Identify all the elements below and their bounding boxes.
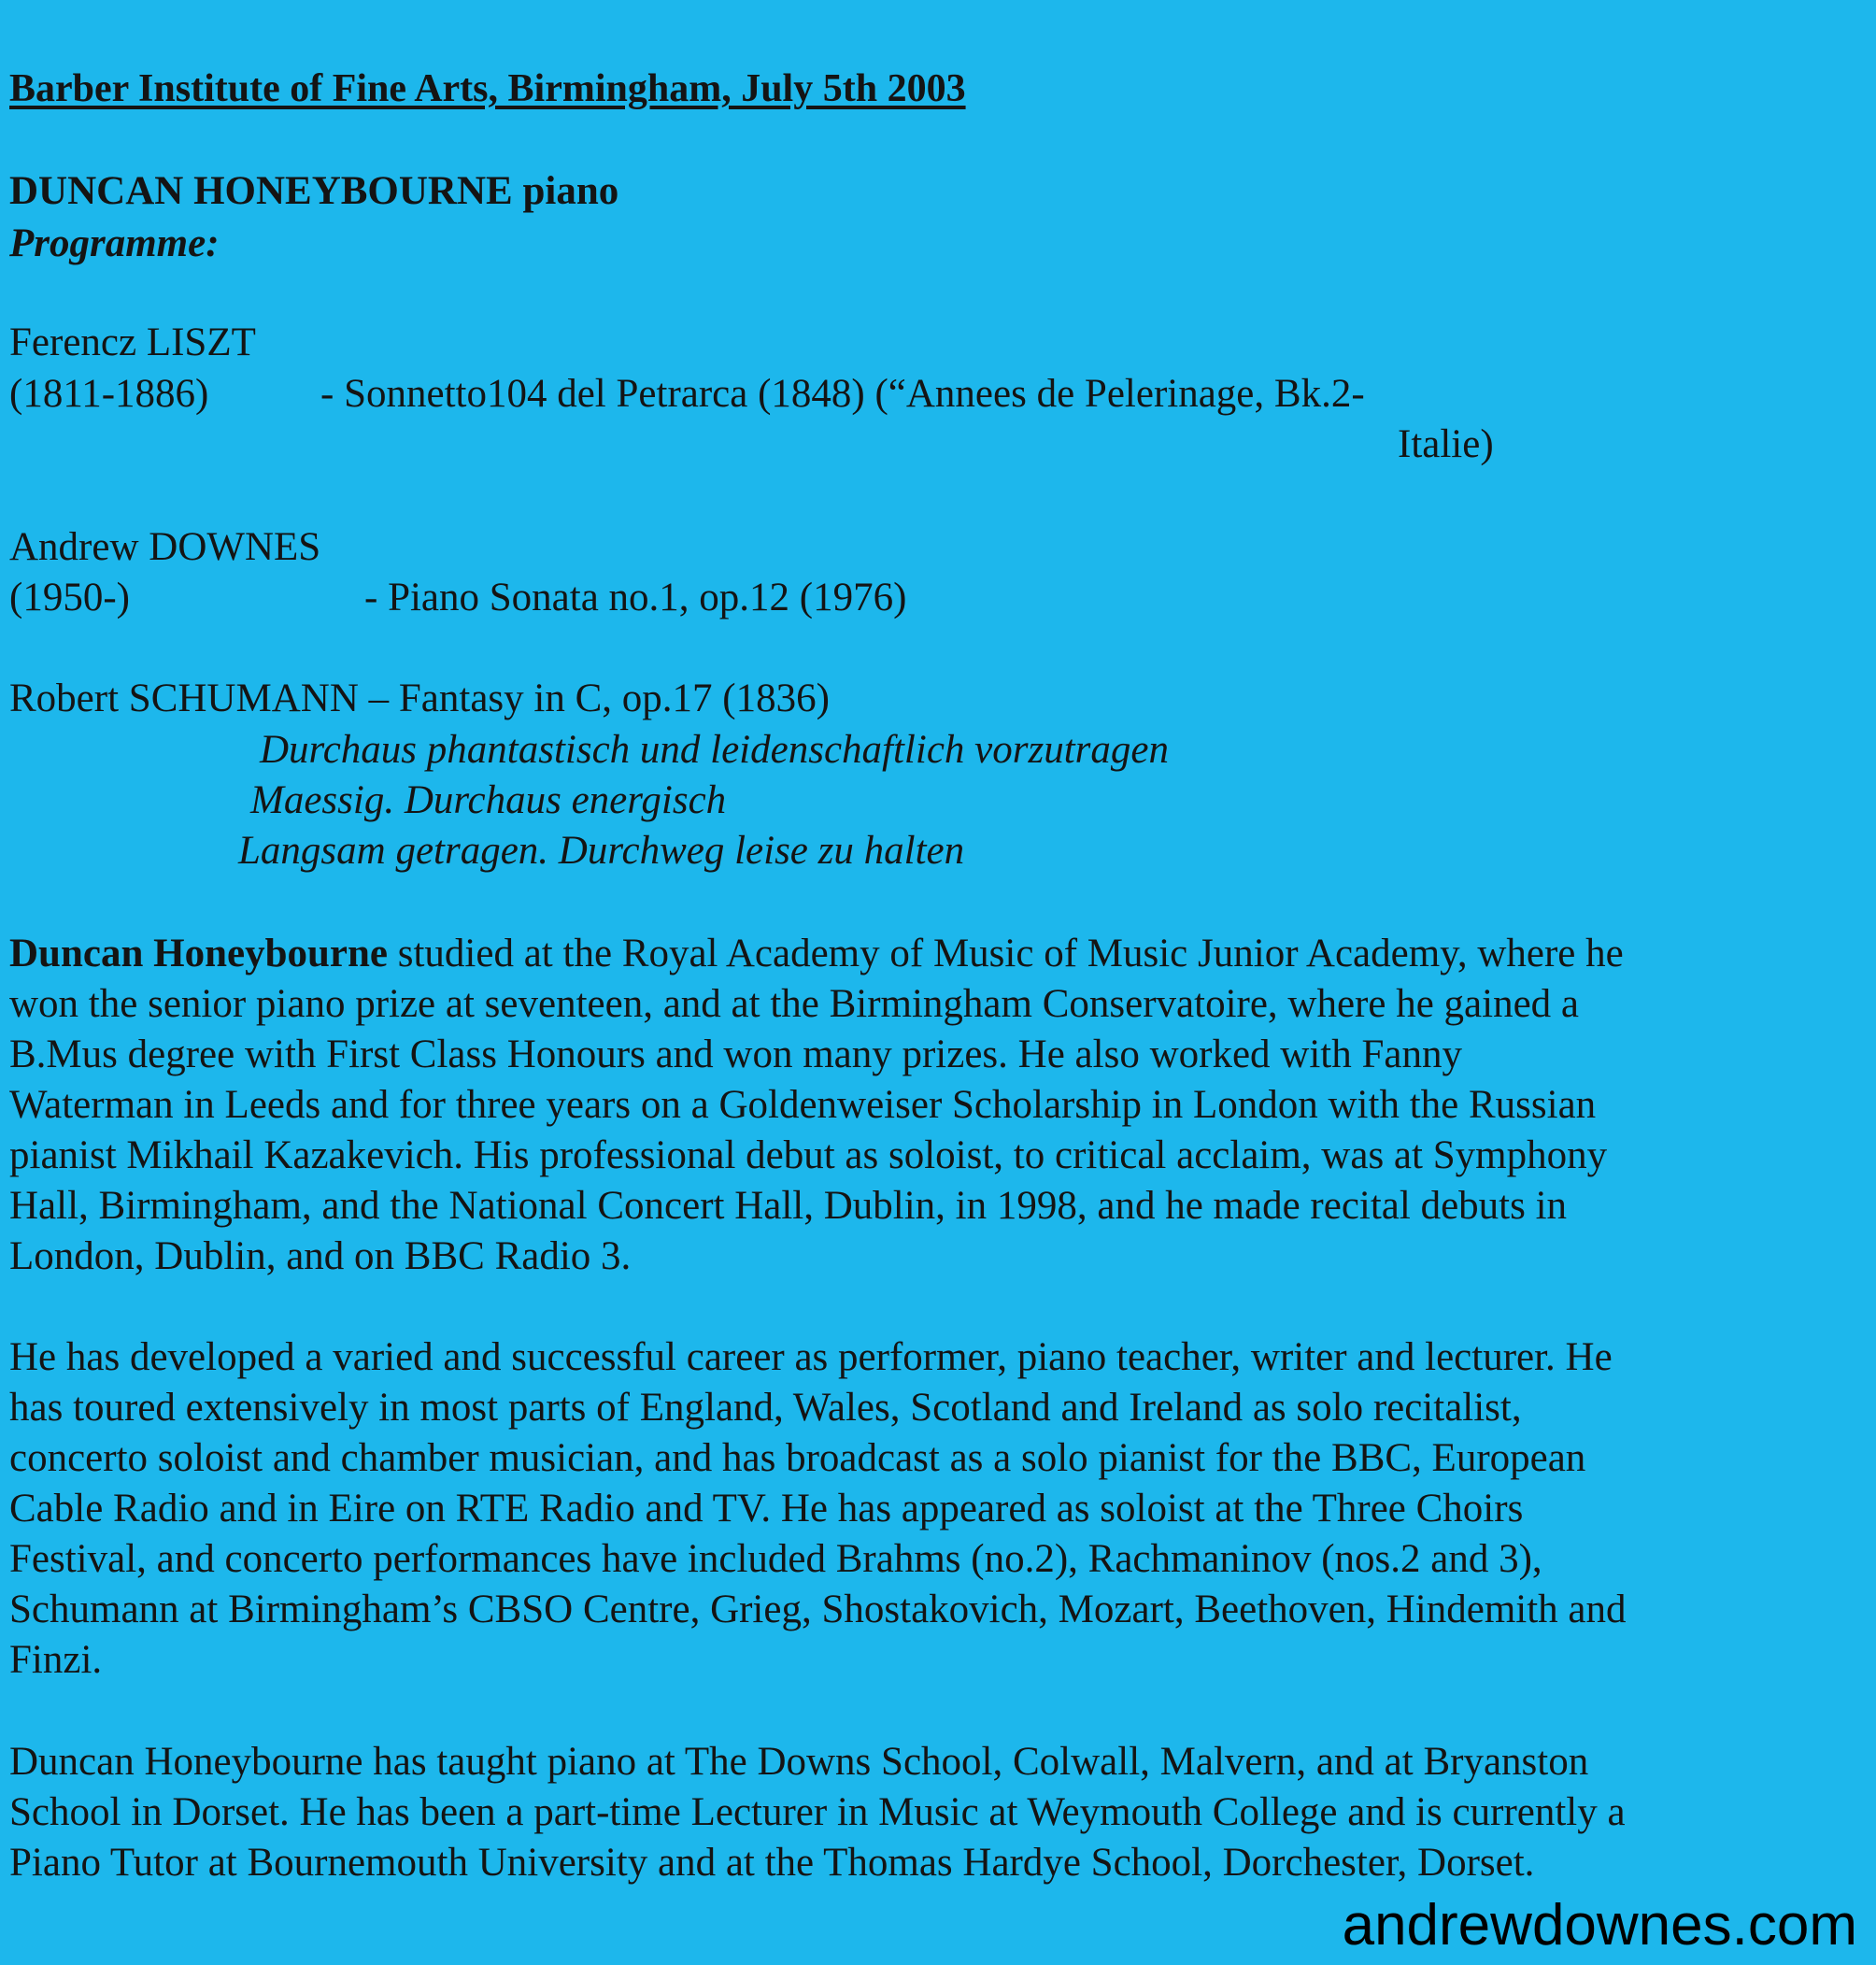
bio-p2-line-4: Cable Radio and in Eire on RTE Radio and TV. He has appeared as soloist at the Three Choirs: [9, 1487, 1524, 1531]
bio-p2-line-6: Schumann at Birmingham’s CBSO Centre, Grieg, Shostakovich, Mozart, Beethoven, Hindemith and: [9, 1588, 1627, 1631]
performer-heading: DUNCAN HONEYBOURNE piano: [9, 169, 619, 213]
bio-p2-line-1: He has developed a varied and successful career as performer, piano teacher, writer and lecturer. He: [9, 1335, 1613, 1379]
schumann-movement-2: Maessig. Durchaus energisch: [250, 778, 727, 822]
venue-title: Barber Institute of Fine Arts, Birmingham, July 5th 2003: [9, 67, 966, 110]
bio-p1-line-4: Waterman in Leeds and for three years on a Goldenweiser Scholarship in London with the Russian: [9, 1083, 1597, 1127]
bio-name: Duncan Honeybourne: [9, 932, 388, 975]
website-watermark: andrewdownes.com: [1342, 1893, 1857, 1958]
bio-p3-line-2: School in Dorset. He has been a part-time Lecturer in Music at Weymouth College and is currently a: [9, 1790, 1626, 1834]
bio-p2-line-5: Festival, and concerto performances have included Brahms (no.2), Rachmaninov (nos.2 and 3),: [9, 1537, 1542, 1581]
liszt-work-continued: Italie): [1398, 422, 1494, 466]
biography-paragraph-3: [9, 1737, 1869, 1888]
bio-p2-line-3: concerto soloist and chamber musician, and has broadcast as a solo pianist for the BBC, European: [9, 1436, 1586, 1480]
bio-p1-line-5: pianist Mikhail Kazakevich. His professional debut as soloist, to critical acclaim, was at Symphony: [9, 1133, 1608, 1177]
bio-p1-line-6: Hall, Birmingham, and the National Concert Hall, Dublin, in 1998, and he made recital debuts in: [9, 1184, 1568, 1228]
downes-composer: Andrew DOWNES: [9, 525, 321, 569]
bio-p1-line-1: Duncan Honeybourne studied at the Royal Academy of Music of Music Junior Academy, where he: [9, 932, 1624, 975]
schumann-movement-3: Langsam getragen. Durchweg leise zu halten: [238, 829, 965, 873]
liszt-composer: Ferencz LISZT: [9, 320, 256, 364]
liszt-work: - Sonnetto104 del Petrarca (1848) (“Annees de Pelerinage, Bk.2-: [320, 372, 1365, 416]
downes-dates: (1950-): [9, 576, 130, 619]
programme-label: Programme:: [9, 221, 220, 265]
downes-work: - Piano Sonata no.1, op.12 (1976): [364, 576, 907, 619]
biography-paragraph-1: [9, 929, 1869, 1282]
bio-p1-line-3: B.Mus degree with First Class Honours and won many prizes. He also worked with Fanny: [9, 1032, 1462, 1076]
biography-paragraph-2: [9, 1332, 1869, 1686]
schumann-heading: Robert SCHUMANN – Fantasy in C, op.17 (1836): [9, 676, 830, 720]
bio-p1-line-7: London, Dublin, and on BBC Radio 3.: [9, 1234, 632, 1278]
bio-p1-line-2: won the senior piano prize at seventeen, and at the Birmingham Conservatoire, where he gained a: [9, 982, 1580, 1026]
bio-p2-line-7: Finzi.: [9, 1638, 103, 1682]
bio-p2-line-2: has toured extensively in most parts of England, Wales, Scotland and Ireland as solo recitalist,: [9, 1386, 1522, 1430]
liszt-dates: (1811-1886): [9, 372, 209, 416]
schumann-movement-1: Durchaus phantastisch und leidenschaftlich vorzutragen: [260, 728, 1169, 772]
programme-document: [9, 0, 1869, 1965]
bio-p3-line-3: Piano Tutor at Bournemouth University and at the Thomas Hardye School, Dorchester, Dorset.: [9, 1841, 1535, 1885]
bio-p3-line-1: Duncan Honeybourne has taught piano at The Downs School, Colwall, Malvern, and at Bryanston: [9, 1740, 1589, 1784]
